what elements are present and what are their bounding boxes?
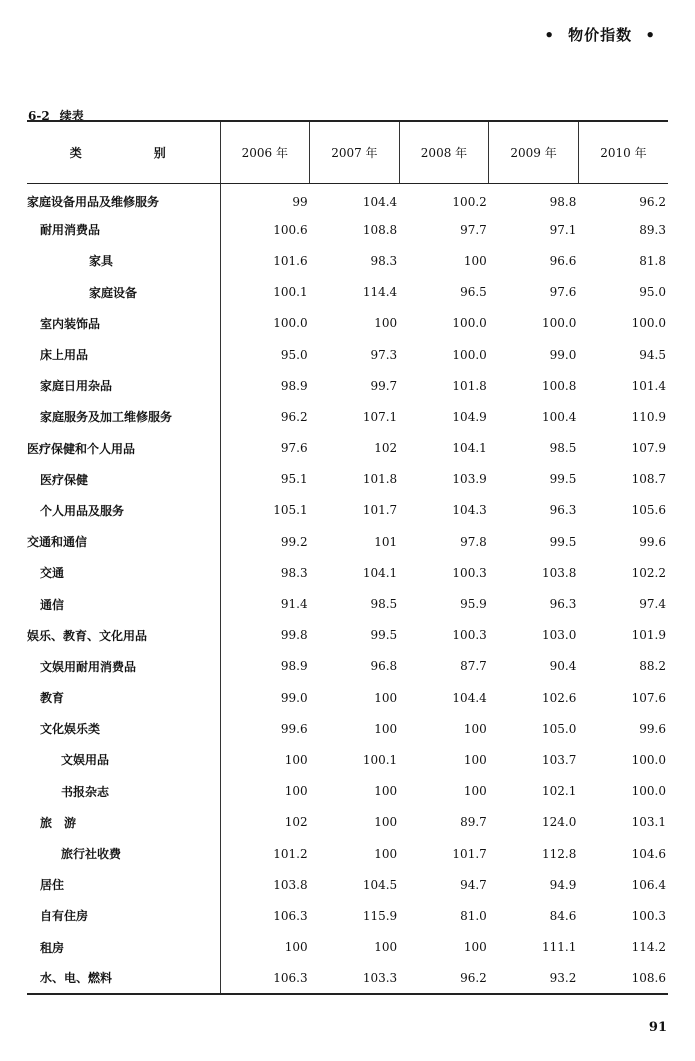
index-value-cell: 108.7	[631, 472, 666, 487]
row-category-label: 交通	[27, 557, 220, 588]
index-value-cell: 107.9	[631, 441, 666, 456]
index-value-cell: 103.8	[542, 565, 577, 580]
index-value-cell: 104.4	[362, 194, 398, 209]
index-value-cell: 100.0	[631, 784, 666, 799]
index-value-cell: 100.2	[452, 194, 487, 209]
index-value-cell: 96.3	[549, 503, 577, 518]
index-value-cell: 99.7	[370, 378, 398, 393]
index-value-cell: 102.6	[542, 690, 577, 705]
index-value-cell: 91.4	[280, 597, 308, 612]
table-row	[27, 526, 668, 557]
table-row	[27, 433, 668, 464]
row-category-label: 家庭设备用品及维修服务	[27, 183, 220, 214]
index-value-cell: 99	[292, 194, 308, 209]
index-value-cell: 98.3	[370, 253, 398, 268]
index-value-cell: 98.5	[370, 597, 398, 612]
index-value-cell: 104.6	[631, 846, 666, 861]
index-value-cell: 100.0	[631, 752, 666, 767]
index-value-cell: 107.1	[362, 409, 398, 424]
table-row	[27, 651, 668, 682]
table-number: 6-2	[28, 109, 50, 123]
index-value-cell: 106.4	[631, 877, 666, 892]
index-value-cell: 98.3	[280, 565, 308, 580]
index-value-cell: 100.1	[362, 752, 398, 767]
index-value-cell: 96.5	[460, 285, 487, 300]
index-value-cell: 95.0	[639, 285, 666, 300]
index-value-cell: 124.0	[542, 815, 577, 830]
row-category-label: 个人用品及服务	[27, 495, 220, 526]
table-row	[27, 869, 668, 900]
index-value-cell: 110.9	[631, 409, 666, 424]
index-value-cell: 81.0	[460, 908, 487, 923]
index-value-cell: 104.4	[452, 690, 487, 705]
table-row	[27, 183, 668, 214]
header-bullet-right: •	[645, 26, 656, 44]
table-row	[27, 682, 668, 713]
row-category-label: 教育	[27, 682, 220, 713]
index-value-cell: 100.0	[273, 316, 308, 331]
index-value-cell: 103.1	[631, 815, 666, 830]
index-value-cell: 100.0	[631, 316, 666, 331]
index-value-cell: 106.3	[220, 963, 310, 994]
year-column-header: 2008 年	[399, 121, 489, 183]
index-value-cell: 100.6	[273, 222, 308, 237]
row-category-label: 家庭设备	[27, 277, 220, 308]
index-value-cell: 105.0	[542, 721, 577, 736]
index-value-cell: 101.6	[273, 253, 308, 268]
index-value-cell: 81.8	[639, 253, 666, 268]
index-value-cell: 100	[374, 690, 398, 705]
index-value-cell: 93.2	[489, 963, 579, 994]
index-value-cell: 103.3	[310, 963, 400, 994]
index-value-cell: 100	[374, 316, 398, 331]
index-value-cell: 102.2	[631, 565, 666, 580]
index-value-cell: 107.6	[631, 690, 666, 705]
year-column-header: 2006 年	[220, 121, 310, 183]
index-value-cell: 98.9	[280, 378, 308, 393]
index-value-cell: 96.2	[399, 963, 489, 994]
index-value-cell: 98.8	[549, 194, 577, 209]
index-value-cell: 94.5	[639, 347, 666, 362]
table-row	[27, 963, 668, 994]
index-value-cell: 99.6	[280, 721, 308, 736]
index-value-cell: 94.9	[549, 877, 577, 892]
index-value-cell: 101.2	[273, 846, 308, 861]
index-value-cell: 100	[374, 784, 398, 799]
index-value-cell: 89.7	[460, 815, 487, 830]
table-row	[27, 277, 668, 308]
table-row	[27, 713, 668, 744]
index-value-cell: 100	[284, 784, 308, 799]
index-value-cell: 108.6	[578, 963, 668, 994]
index-value-cell: 99.0	[549, 347, 577, 362]
index-value-cell: 100.0	[452, 316, 487, 331]
index-value-cell: 112.8	[542, 846, 577, 861]
index-value-cell: 106.3	[273, 908, 308, 923]
row-category-label: 文娱用品	[27, 744, 220, 775]
index-value-cell: 97.6	[549, 285, 577, 300]
header-title: 物价指数	[568, 26, 633, 44]
table-row	[27, 900, 668, 931]
year-column-header: 2010 年	[578, 121, 668, 183]
table-row	[27, 339, 668, 370]
index-value-cell: 99.6	[639, 534, 666, 549]
index-value-cell: 114.2	[631, 940, 666, 955]
index-value-cell: 99.2	[280, 534, 308, 549]
row-category-label: 旅行社收费	[27, 838, 220, 869]
row-category-label: 医疗保健和个人用品	[27, 433, 220, 464]
index-value-cell: 100.4	[542, 409, 577, 424]
index-value-cell: 97.1	[549, 222, 577, 237]
index-value-cell: 94.7	[460, 877, 487, 892]
index-value-cell: 100	[374, 815, 398, 830]
index-value-cell: 101.4	[631, 378, 666, 393]
index-value-cell: 99.5	[549, 472, 577, 487]
row-category-label: 医疗保健	[27, 464, 220, 495]
row-category-label: 娱乐、教育、文化用品	[27, 620, 220, 651]
index-value-cell: 100	[463, 784, 487, 799]
index-value-cell: 99.5	[549, 534, 577, 549]
index-value-cell: 97.4	[639, 597, 666, 612]
running-header	[537, 24, 663, 45]
index-value-cell: 96.3	[549, 597, 577, 612]
index-value-cell: 100.3	[631, 908, 666, 923]
index-value-cell: 100	[284, 752, 308, 767]
index-value-cell: 99.5	[370, 628, 398, 643]
index-value-cell: 98.9	[280, 659, 308, 674]
table-row	[27, 214, 668, 245]
index-value-cell: 102.1	[542, 784, 577, 799]
row-category-label: 租房	[27, 932, 220, 963]
index-value-cell: 90.4	[549, 659, 577, 674]
index-value-cell: 95.1	[280, 472, 308, 487]
table-row	[27, 245, 668, 276]
index-value-cell: 100	[374, 846, 398, 861]
row-category-label: 居住	[27, 869, 220, 900]
index-value-cell: 101.8	[452, 378, 487, 393]
index-value-cell: 97.8	[460, 534, 487, 549]
index-value-cell: 101.7	[452, 846, 487, 861]
table-body	[27, 183, 668, 994]
index-value-cell: 84.6	[549, 908, 577, 923]
row-category-label: 家具	[27, 245, 220, 276]
index-value-cell: 108.8	[362, 222, 398, 237]
row-category-label: 自有住房	[27, 900, 220, 931]
table-header-row	[27, 121, 668, 183]
row-category-label: 通信	[27, 588, 220, 619]
index-value-cell: 100	[374, 721, 398, 736]
index-value-cell: 104.3	[452, 503, 487, 518]
index-value-cell: 102	[284, 815, 308, 830]
index-value-cell: 99.6	[639, 721, 666, 736]
index-value-cell: 96.2	[639, 194, 666, 209]
table-caption: 续表	[59, 109, 84, 123]
row-category-label: 交通和通信	[27, 526, 220, 557]
index-value-cell: 95.9	[460, 597, 487, 612]
index-value-cell: 100.1	[273, 285, 308, 300]
index-value-cell: 98.5	[549, 441, 577, 456]
index-value-cell: 104.9	[452, 409, 487, 424]
row-category-label: 家庭日用杂品	[27, 370, 220, 401]
row-category-label: 耐用消费品	[27, 214, 220, 245]
table-row	[27, 308, 668, 339]
row-category-label: 文化娱乐类	[27, 713, 220, 744]
index-value-cell: 111.1	[542, 940, 577, 955]
index-value-cell: 102	[374, 441, 398, 456]
table-row	[27, 588, 668, 619]
row-category-label: 床上用品	[27, 339, 220, 370]
index-value-cell: 100	[463, 721, 487, 736]
index-value-cell: 104.1	[362, 565, 398, 580]
index-value-cell: 105.1	[273, 503, 308, 518]
year-column-header: 2007 年	[310, 121, 400, 183]
row-category-label: 文娱用耐用消费品	[27, 651, 220, 682]
row-category-label: 室内装饰品	[27, 308, 220, 339]
table-row	[27, 464, 668, 495]
index-value-cell: 100	[463, 253, 487, 268]
category-column-header: 类 别	[27, 121, 220, 183]
index-value-cell: 100.0	[542, 316, 577, 331]
row-category-label: 水、电、燃料	[27, 963, 220, 994]
table-row	[27, 495, 668, 526]
index-value-cell: 99.8	[280, 628, 308, 643]
index-value-cell: 101.7	[362, 503, 398, 518]
index-value-cell: 97.3	[370, 347, 398, 362]
header-bullet-left: •	[544, 26, 555, 44]
index-value-cell: 114.4	[362, 285, 398, 300]
index-value-cell: 103.9	[452, 472, 487, 487]
index-value-cell: 100.0	[452, 347, 487, 362]
index-value-cell: 104.5	[362, 877, 398, 892]
index-value-cell: 100	[284, 940, 308, 955]
index-value-cell: 101.8	[362, 472, 398, 487]
table-row	[27, 744, 668, 775]
table-row	[27, 838, 668, 869]
table-row	[27, 807, 668, 838]
index-value-cell: 105.6	[631, 503, 666, 518]
year-column-header: 2009 年	[489, 121, 579, 183]
index-value-cell: 88.2	[639, 659, 666, 674]
table-row	[27, 932, 668, 963]
page-number: 91	[648, 1020, 667, 1035]
index-value-cell: 99.0	[280, 690, 308, 705]
index-value-cell: 100	[463, 752, 487, 767]
index-value-cell: 96.6	[549, 253, 577, 268]
index-value-cell: 100	[374, 940, 398, 955]
row-category-label: 家庭服务及加工维修服务	[27, 401, 220, 432]
index-value-cell: 103.7	[542, 752, 577, 767]
index-value-cell: 100	[463, 940, 487, 955]
index-value-cell: 97.6	[280, 441, 308, 456]
index-value-cell: 100.8	[542, 378, 577, 393]
index-value-cell: 101.9	[631, 628, 666, 643]
table-row	[27, 401, 668, 432]
index-value-cell: 96.8	[370, 659, 398, 674]
index-value-cell: 115.9	[362, 908, 398, 923]
index-value-cell: 104.1	[452, 441, 487, 456]
index-value-cell: 89.3	[639, 222, 666, 237]
table-row	[27, 776, 668, 807]
index-value-cell: 100.3	[452, 628, 487, 643]
price-index-table	[27, 120, 668, 995]
index-value-cell: 97.7	[460, 222, 487, 237]
table-row	[27, 370, 668, 401]
table-row	[27, 620, 668, 651]
index-value-cell: 100.3	[452, 565, 487, 580]
table-row	[27, 557, 668, 588]
row-category-label: 旅 游	[27, 807, 220, 838]
row-category-label: 书报杂志	[27, 776, 220, 807]
index-value-cell: 103.8	[273, 877, 308, 892]
index-value-cell: 101	[374, 534, 398, 549]
index-value-cell: 87.7	[460, 659, 487, 674]
index-value-cell: 103.0	[542, 628, 577, 643]
index-value-cell: 96.2	[280, 409, 308, 424]
index-value-cell: 95.0	[280, 347, 308, 362]
